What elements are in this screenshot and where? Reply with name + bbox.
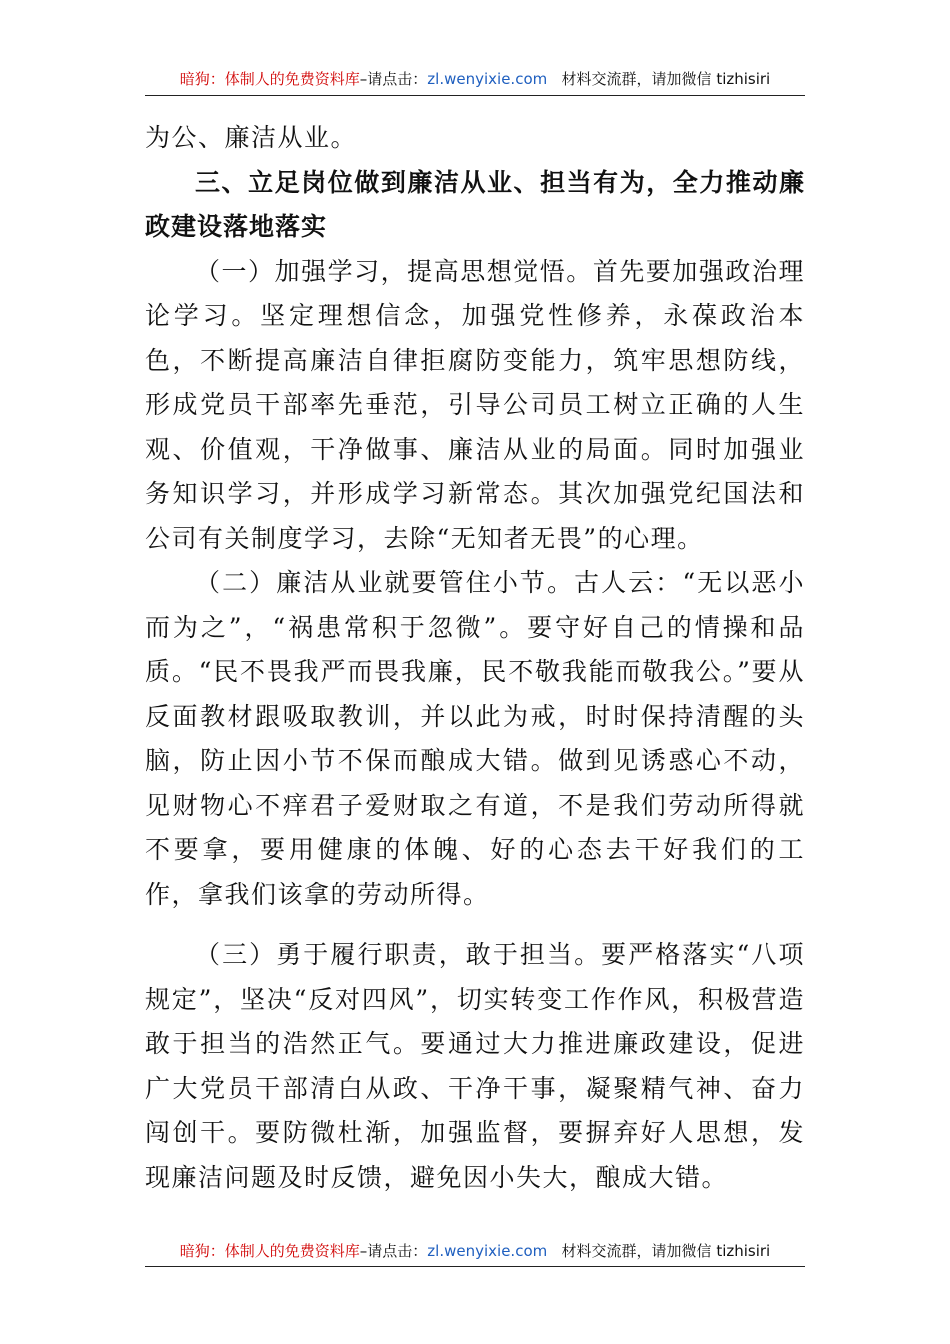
footer-contact: 材料交流群，请加微信 tizhisiri — [561, 1242, 771, 1260]
header-contact: 材料交流群，请加微信 tizhisiri — [561, 70, 771, 88]
continuation-line: 为公、廉洁从业。 — [145, 123, 358, 152]
header-prompt: –请点击： — [359, 70, 428, 88]
document-body — [145, 116, 805, 1200]
footer-brand: 暗狗：体制人的免费资料库 — [179, 1242, 360, 1260]
paragraph-gap — [145, 917, 805, 933]
header-brand: 暗狗：体制人的免费资料库 — [179, 70, 360, 88]
paragraph-3-lead: （三）勇于履行职责，敢于担当。 — [195, 940, 602, 969]
paragraph-2-lead: （二）廉洁从业就要管住小节。 — [195, 568, 575, 597]
header-divider — [145, 95, 805, 96]
header-banner — [145, 66, 805, 92]
header-link[interactable]: zl.wenyixie.com — [427, 70, 548, 88]
footer-banner — [145, 1238, 805, 1264]
footer-link[interactable]: zl.wenyixie.com — [427, 1242, 548, 1260]
section-heading: 三、立足岗位做到廉洁从业、担当有为，全力推动廉政建设落地落实 — [145, 167, 805, 241]
paragraph-1-text: 首先要加强政治理论学习。坚定理想信念，加强党性修养，永葆政治本色，不断提高廉洁自律拒腐防变能力，筑牢思想防线，形成党员干部率先垂范，引导公司员工树立正确的人生观、价值观，干净做事、廉洁从业的局面。同时加强业务知识学习，并形成学习新常态。其次加强党纪国法和公司有关制度学习，去除“无知者无畏”的心理。 — [145, 256, 805, 553]
paragraph-3 — [145, 933, 805, 1200]
paragraph-2 — [145, 561, 805, 917]
paragraph-3-text: 要严格落实“八项规定”，坚决“反对四风”，切实转变工作作风，积极营造敢于担当的浩然正气。要通过大力推进廉政建设，促进广大党员干部清白从政、干净干事，凝聚精气神、奋力闯创干。要防微杜渐，加强监督，要摒弃好人思想，发现廉洁问题及时反馈，避免因小失大，酿成大错。 — [145, 940, 805, 1192]
footer-prompt: –请点击： — [359, 1242, 428, 1260]
paragraph-2-text: 古人云：“无以恶小而为之”，“祸患常积于忽微”。要守好自己的情操和品质。“民不畏我严而畏我廉，民不敬我能而敬我公。”要从反面教材跟吸取教训，并以此为戒，时时保持清醒的头脑，防止因小节不保而酿成大错。做到见诱惑心不动，见财物心不痒君子爱财取之有道，不是我们劳动所得就不要拿，要用健康的体魄、好的心态去干好我们的工作，拿我们该拿的劳动所得。 — [145, 568, 805, 909]
paragraph-1 — [145, 250, 805, 562]
footer-divider — [145, 1266, 805, 1267]
paragraph-1-lead: （一）加强学习，提高思想觉悟。 — [195, 256, 593, 286]
